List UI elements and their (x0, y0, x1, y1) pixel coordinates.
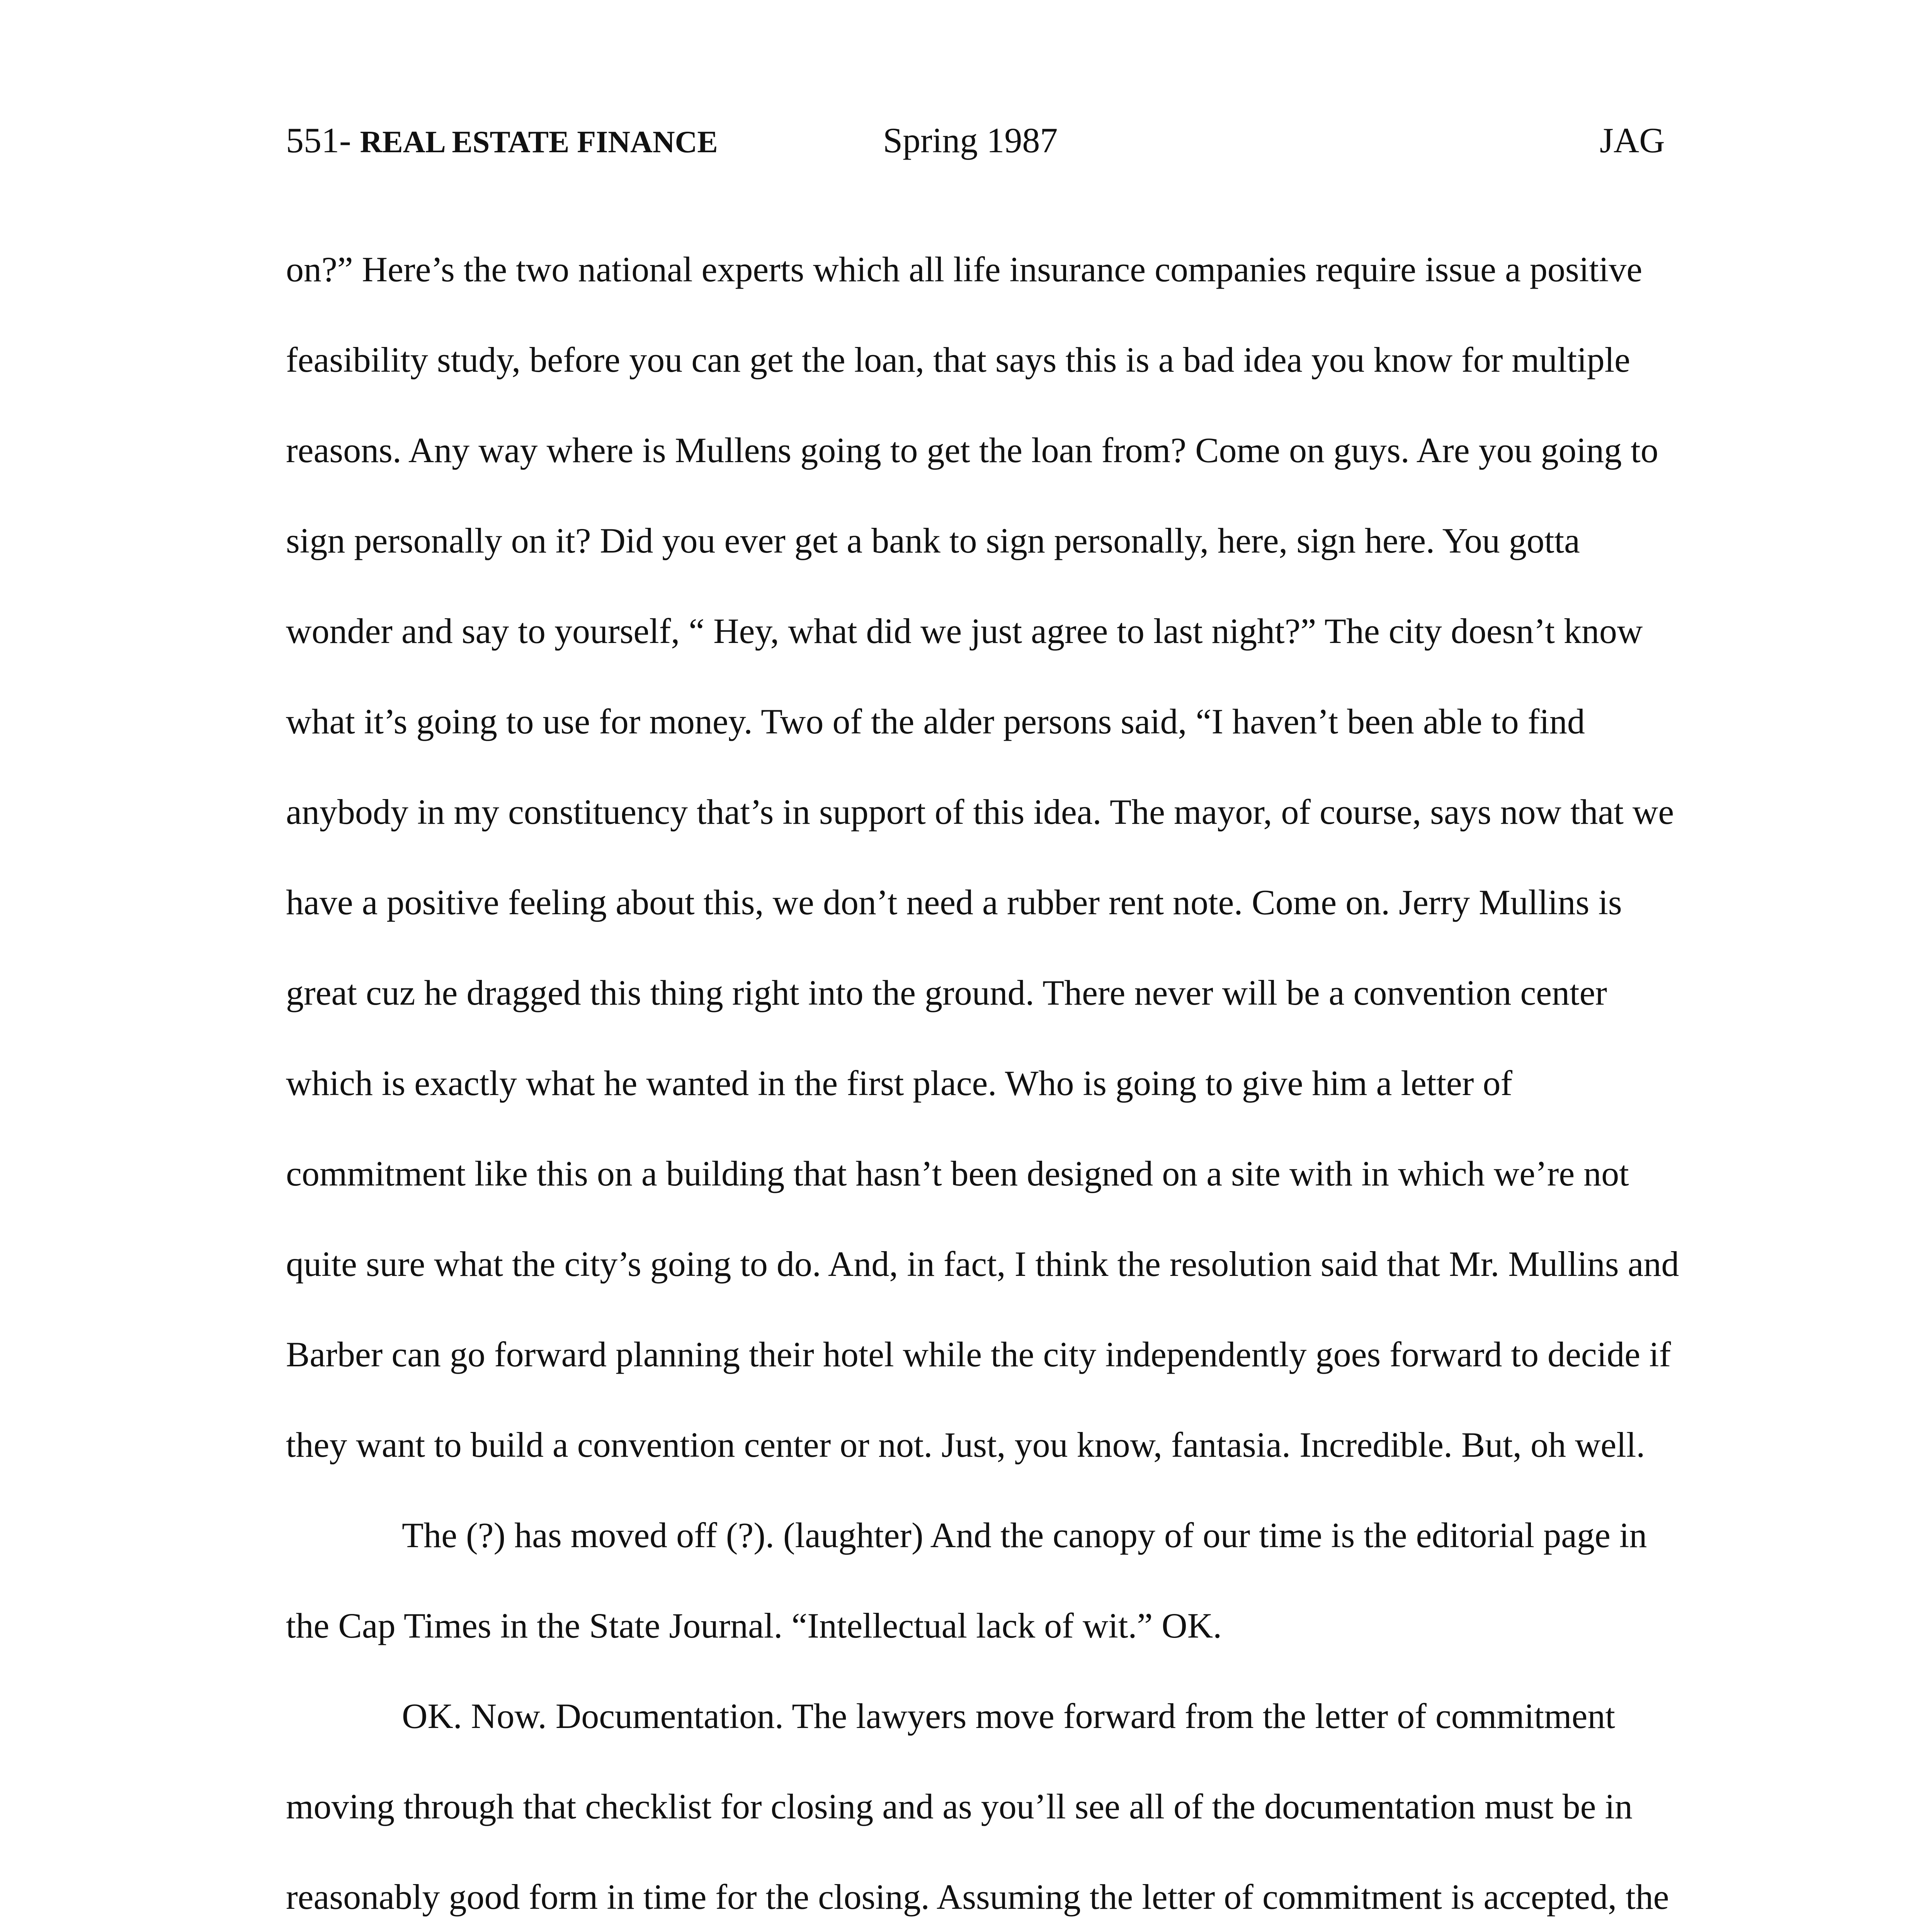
term-label: Spring 1987 (883, 121, 1058, 160)
page-header (0, 112, 1932, 170)
paragraph-continuation: on?” Here’s the two national experts which all life insurance companies require issue a positive feasibility study, before you can get the loan, that says this is a bad idea you know for multiple reasons. Any way where is Mullens going to get the loan from? Come on guys. Are you going to sign personally on it? Did you ever get a bank to sign personally, here, sign here. You gotta wonder and say to yourself, “ Hey, what did we just agree to last night?” The city doesn’t know what it’s going to use for money. Two of the alder persons said, “I haven’t been able to find anybody in my constituency that’s in support of this idea. The mayor, of course, says now that we have a positive feeling about this, we don’t need a rubber rent note. Come on. Jerry Mullins is great cuz he dragged this thing right into the ground. There never will be a convention center which is exactly what he wanted in the first place. Who is going to give him a letter of commitment like this on a building that hasn’t been designed on a site with in which we’re not quite sure what the city’s going to do. And, in fact, I think the resolution said that Mr. Mullins and Barber can go forward planning their hotel while the city independently goes forward to decide if they want to build a convention center or not. Just, you know, fantasia. Incredible. But, oh well. (286, 250, 1679, 1464)
course-title: REAL ESTATE FINANCE (360, 125, 718, 159)
course-number: 551- (286, 121, 351, 160)
paragraph-documentation: OK. Now. Documentation. The lawyers move forward from the letter of commitment moving through that checklist for closing and as you’ll see all of the documentation must be in reasonably good form in time for the closing. Assuming the letter of commitment is accepted, the (286, 1696, 1669, 1917)
course-heading (286, 120, 718, 161)
transcript-body (286, 224, 1685, 1932)
paragraph-editorial: The (?) has moved off (?). (laughter) And the canopy of our time is the editorial page in the Cap Times in the State Journal. “Intellectual lack of wit.” OK. (286, 1515, 1647, 1645)
author-initials: JAG (1600, 121, 1665, 160)
